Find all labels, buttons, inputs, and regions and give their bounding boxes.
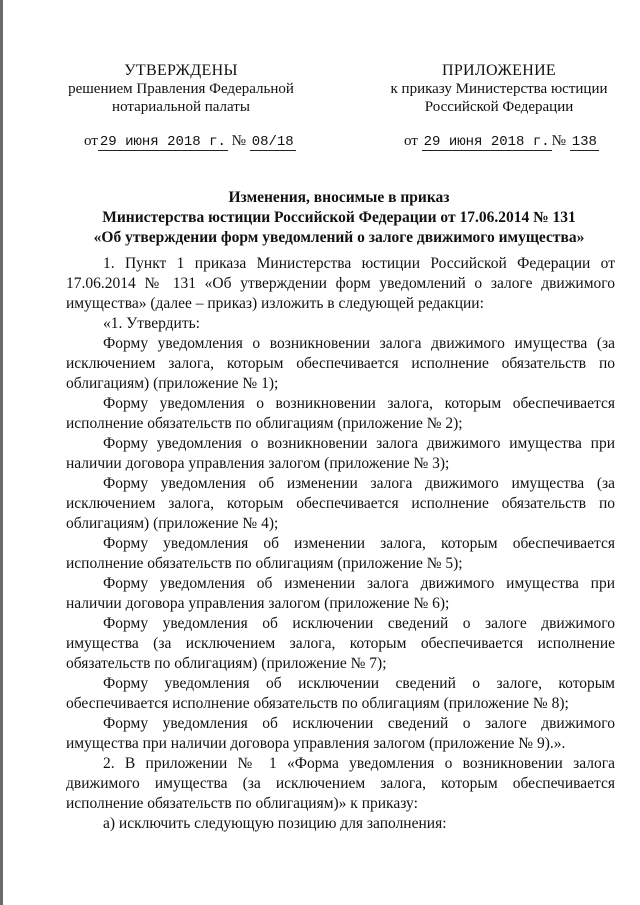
paragraph: «1. Утвердить: xyxy=(103,315,200,332)
approval-line-2: нотариальной палаты xyxy=(112,99,250,115)
paragraph: Форму уведомления об изменении залога, которым обеспечивается исполнение обязательств по облигациям (приложение № 5); xyxy=(66,535,615,572)
appendix-block xyxy=(383,62,615,116)
approval-block xyxy=(60,62,302,116)
paragraph: а) исключить следующую позицию для заполнения: xyxy=(103,815,447,832)
approval-date-prefix: от xyxy=(84,133,98,149)
document-title xyxy=(60,188,618,248)
appendix-date: 29 июня 2018 г. xyxy=(423,134,550,150)
scan-edge xyxy=(0,0,3,905)
appendix-line-1: к приказу Министерства юстиции xyxy=(390,81,608,97)
approval-line-1: решением Правления Федеральной xyxy=(68,81,294,97)
paragraph: Форму уведомления об исключении сведений о залоге движимого имущества при наличии договора управления залогом (приложение № 9).». xyxy=(66,715,615,752)
paragraph: Форму уведомления об исключении сведений о залоге, которым обеспечивается исполнение обязательств по облигациям (приложение № 8); xyxy=(66,675,615,712)
approval-date-line xyxy=(84,133,296,150)
document-title-line-1: Изменения, вносимые в приказ xyxy=(228,189,450,206)
approval-number-label: № xyxy=(231,133,246,149)
paragraph: 2. В приложении № 1 «Форма уведомления о возникновении залога движимого имущества (за исключением залога, которым обеспечивается исполнение обязательств по облигациям)» к приказу: xyxy=(66,755,615,812)
paragraph: Форму уведомления о возникновении залога, которым обеспечивается исполнение обязательств по облигациям (приложение № 2); xyxy=(66,395,615,432)
appendix-title: ПРИЛОЖЕНИЕ xyxy=(441,62,556,79)
appendix-number-label: № xyxy=(551,133,566,149)
document-title-line-3: «Об утверждении форм уведомлений о залоге движимого имущества» xyxy=(93,229,585,246)
approval-date: 29 июня 2018 г. xyxy=(99,134,226,150)
appendix-line-2: Российской Федерации xyxy=(424,99,574,115)
paragraph: Форму уведомления об изменении залога движимого имущества при наличии договора управления залогом (приложение № 6); xyxy=(66,575,615,612)
approval-number: 08/18 xyxy=(251,134,294,150)
document-title-line-2: Министерства юстиции Российской Федерации от 17.06.2014 № 131 xyxy=(102,209,576,226)
appendix-date-line xyxy=(404,133,599,150)
paragraph: Форму уведомления о возникновении залога движимого имущества при наличии договора управления залогом (приложение № 3); xyxy=(66,435,615,472)
appendix-number: 138 xyxy=(571,134,597,150)
appendix-date-prefix: от xyxy=(404,133,418,149)
paragraph: Форму уведомления о возникновении залога движимого имущества (за исключением залога, которым обеспечивается исполнение обязательств по облигациям) (приложение № 1); xyxy=(66,335,615,392)
document-body xyxy=(66,254,615,834)
paragraph: Форму уведомления об исключении сведений о залоге движимого имущества (за исключением залога, которым обеспечивается исполнение обязательств по облигациям) (приложение № 7); xyxy=(66,615,615,672)
approval-title: УТВЕРЖДЕНЫ xyxy=(124,62,238,79)
paragraph: Форму уведомления об изменении залога движимого имущества (за исключением залога, которым обеспечивается исполнение обязательств по облигациям) (приложение № 4); xyxy=(66,475,615,532)
paragraph: 1. Пункт 1 приказа Министерства юстиции Российской Федерации от 17.06.2014 № 131 «Об утверждении форм уведомлений о залоге движимого имущества» (далее – приказ) изложить в следующей редакции: xyxy=(66,255,615,312)
